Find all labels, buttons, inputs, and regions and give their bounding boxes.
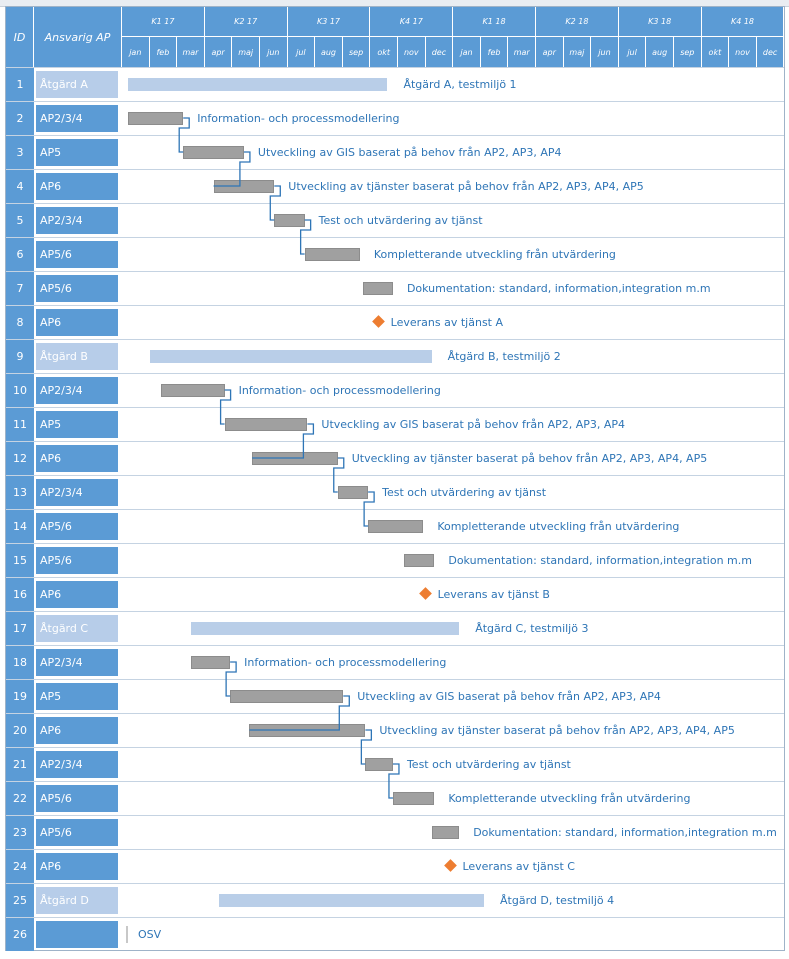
task-row xyxy=(6,305,784,339)
quarter-header: K3 18 xyxy=(619,7,702,37)
task-responsible-ap[interactable]: AP6 xyxy=(36,717,118,744)
task-label: Utveckling av GIS baserat på behov från AP2, AP3, AP4 xyxy=(257,146,562,159)
task-label: Dokumentation: standard, information,integration m.m xyxy=(448,554,752,567)
task-label: Information- och processmodellering xyxy=(244,656,447,669)
month-header: jan xyxy=(453,37,481,67)
task-id: 25 xyxy=(6,884,34,917)
task-id: 4 xyxy=(6,170,34,203)
task-bar[interactable] xyxy=(161,384,224,397)
quarter-header: K4 17 xyxy=(370,7,453,37)
summary-bar[interactable] xyxy=(150,350,432,363)
task-label: Utveckling av tjänster baserat på behov från AP2, AP3, AP4, AP5 xyxy=(351,452,708,465)
task-label: Leverans av tjänst B xyxy=(437,588,550,601)
task-id: 12 xyxy=(6,442,34,475)
task-row xyxy=(6,543,784,577)
task-bar[interactable] xyxy=(214,180,275,193)
task-bar[interactable] xyxy=(393,792,434,805)
milestone-diamond[interactable] xyxy=(444,859,457,872)
task-bar[interactable] xyxy=(338,486,368,499)
task-responsible-ap[interactable]: AP2/3/4 xyxy=(36,105,118,132)
task-label: Test och utvärdering av tjänst xyxy=(318,214,483,227)
task-row xyxy=(6,781,784,815)
task-responsible-ap[interactable]: AP2/3/4 xyxy=(36,377,118,404)
task-row xyxy=(6,883,784,917)
task-label: Utveckling av GIS baserat på behov från AP2, AP3, AP4 xyxy=(321,418,626,431)
task-bar[interactable] xyxy=(305,248,360,261)
task-id: 22 xyxy=(6,782,34,815)
task-label: Åtgärd D, testmiljö 4 xyxy=(500,894,615,907)
month-header: apr xyxy=(536,37,564,67)
quarter-header: K3 17 xyxy=(288,7,371,37)
task-responsible-ap[interactable]: AP6 xyxy=(36,309,118,336)
month-header: mar xyxy=(508,37,536,67)
task-label: Test och utvärdering av tjänst xyxy=(406,758,571,771)
month-header: feb xyxy=(150,37,178,67)
task-responsible-ap[interactable]: AP5/6 xyxy=(36,819,118,846)
task-label: OSV xyxy=(138,928,162,941)
task-id: 21 xyxy=(6,748,34,781)
month-header: dec xyxy=(426,37,454,67)
task-bar[interactable] xyxy=(274,214,304,227)
task-label: Leverans av tjänst A xyxy=(390,316,504,329)
task-responsible-ap[interactable]: AP6 xyxy=(36,853,118,880)
task-responsible-ap[interactable]: AP2/3/4 xyxy=(36,649,118,676)
task-responsible-ap[interactable]: AP5/6 xyxy=(36,275,118,302)
task-bar[interactable] xyxy=(432,826,460,839)
task-responsible-ap[interactable]: AP5 xyxy=(36,139,118,166)
task-label: Information- och processmodellering xyxy=(238,384,441,397)
quarter-header: K2 18 xyxy=(536,7,619,37)
task-bar[interactable] xyxy=(183,146,244,159)
task-row xyxy=(6,339,784,373)
task-id: 2 xyxy=(6,102,34,135)
task-responsible-ap[interactable]: AP2/3/4 xyxy=(36,479,118,506)
task-row xyxy=(6,475,784,509)
task-row xyxy=(6,203,784,237)
task-id: 17 xyxy=(6,612,34,645)
task-id: 20 xyxy=(6,714,34,747)
month-header: sep xyxy=(343,37,371,67)
header-id: ID xyxy=(6,7,34,67)
task-label: Utveckling av tjänster baserat på behov från AP2, AP3, AP4, AP5 xyxy=(379,724,735,737)
task-label: Utveckling av tjänster baserat på behov från AP2, AP3, AP4, AP5 xyxy=(288,180,644,193)
milestone-diamond[interactable] xyxy=(372,315,385,328)
task-id: 18 xyxy=(6,646,34,679)
month-header: maj xyxy=(564,37,592,67)
task-row xyxy=(6,509,784,543)
month-header: maj xyxy=(232,37,260,67)
task-id: 5 xyxy=(6,204,34,237)
task-label: Information- och processmodellering xyxy=(197,112,400,125)
quarter-header: K4 18 xyxy=(702,7,785,37)
month-header: jan xyxy=(122,37,150,67)
task-label: Kompletterande utveckling från utvärdering xyxy=(437,520,680,533)
task-row xyxy=(6,747,784,781)
task-row xyxy=(6,611,784,645)
task-row xyxy=(6,271,784,305)
task-id: 14 xyxy=(6,510,34,543)
task-responsible-ap[interactable]: AP5/6 xyxy=(36,785,118,812)
task-label: Kompletterande utveckling från utvärdering xyxy=(448,792,691,805)
task-label: Utveckling av GIS baserat på behov från AP2, AP3, AP4 xyxy=(357,690,661,703)
month-header: okt xyxy=(370,37,398,67)
task-id: 6 xyxy=(6,238,34,271)
month-header: aug xyxy=(315,37,343,67)
task-id: 15 xyxy=(6,544,34,577)
task-responsible-ap[interactable]: AP6 xyxy=(36,445,118,472)
summary-bar[interactable] xyxy=(219,894,484,907)
task-bar[interactable] xyxy=(126,926,128,943)
gantt-chart xyxy=(5,6,785,951)
task-id: 11 xyxy=(6,408,34,441)
task-bar[interactable] xyxy=(128,112,183,125)
task-bar[interactable] xyxy=(225,418,308,431)
task-id: 24 xyxy=(6,850,34,883)
task-bar[interactable] xyxy=(363,282,393,295)
task-row xyxy=(6,917,784,951)
task-responsible-ap[interactable]: Åtgärd D xyxy=(36,887,118,914)
task-bar[interactable] xyxy=(365,758,393,771)
task-responsible-ap[interactable]: Åtgärd A xyxy=(36,71,118,98)
task-label: Åtgärd A, testmiljö 1 xyxy=(403,78,517,91)
task-row xyxy=(6,67,784,101)
task-id: 13 xyxy=(6,476,34,509)
task-responsible-ap[interactable]: Åtgärd C xyxy=(36,615,118,642)
task-id: 16 xyxy=(6,578,34,611)
task-bar[interactable] xyxy=(404,554,434,567)
task-row xyxy=(6,101,784,135)
month-header: feb xyxy=(481,37,509,67)
task-label: Dokumentation: standard, information,integration m.m xyxy=(406,282,711,295)
task-row xyxy=(6,169,784,203)
task-responsible-ap[interactable]: AP5/6 xyxy=(36,547,118,574)
task-responsible-ap[interactable]: AP2/3/4 xyxy=(36,207,118,234)
summary-bar[interactable] xyxy=(128,78,387,91)
task-responsible-ap[interactable]: AP6 xyxy=(36,173,118,200)
month-header: jun xyxy=(591,37,619,67)
task-row xyxy=(6,645,784,679)
task-responsible-ap[interactable]: AP6 xyxy=(36,581,118,608)
task-id: 9 xyxy=(6,340,34,373)
task-label: Åtgärd B, testmiljö 2 xyxy=(447,350,561,363)
task-row xyxy=(6,373,784,407)
task-label: Dokumentation: standard, information,integration m.m xyxy=(473,826,777,839)
month-header: jun xyxy=(260,37,288,67)
task-responsible-ap[interactable]: Åtgärd B xyxy=(36,343,118,370)
month-header: apr xyxy=(205,37,233,67)
task-id: 19 xyxy=(6,680,34,713)
task-id: 26 xyxy=(6,918,34,951)
task-label: Leverans av tjänst C xyxy=(462,860,575,873)
task-row xyxy=(6,441,784,475)
task-bar[interactable] xyxy=(230,690,343,703)
month-header: nov xyxy=(729,37,757,67)
month-header: dec xyxy=(757,37,785,67)
month-header: aug xyxy=(646,37,674,67)
task-label: Åtgärd C, testmiljö 3 xyxy=(475,622,589,635)
month-header: nov xyxy=(398,37,426,67)
task-responsible-ap[interactable]: AP5/6 xyxy=(36,241,118,268)
month-header: jul xyxy=(619,37,647,67)
task-bar[interactable] xyxy=(252,452,338,465)
milestone-diamond[interactable] xyxy=(419,587,432,600)
task-id: 7 xyxy=(6,272,34,305)
task-label: Test och utvärdering av tjänst xyxy=(382,486,547,499)
task-bar[interactable] xyxy=(368,520,423,533)
header-ansvarig-ap: Ansvarig AP xyxy=(34,7,122,67)
task-responsible-ap[interactable]: AP2/3/4 xyxy=(36,751,118,778)
task-id: 3 xyxy=(6,136,34,169)
task-responsible-ap[interactable]: AP5/6 xyxy=(36,513,118,540)
task-responsible-ap[interactable]: AP5 xyxy=(36,411,118,438)
task-row xyxy=(6,815,784,849)
task-bar[interactable] xyxy=(191,656,230,669)
task-id: 1 xyxy=(6,68,34,101)
quarter-header: K2 17 xyxy=(205,7,288,37)
task-row xyxy=(6,849,784,883)
month-header: sep xyxy=(674,37,702,67)
task-row xyxy=(6,713,784,747)
task-id: 23 xyxy=(6,816,34,849)
task-responsible-ap[interactable] xyxy=(36,921,118,948)
task-row xyxy=(6,135,784,169)
task-responsible-ap[interactable]: AP5 xyxy=(36,683,118,710)
task-row xyxy=(6,679,784,713)
quarter-header: K1 17 xyxy=(122,7,205,37)
task-bar[interactable] xyxy=(249,724,365,737)
month-header: jul xyxy=(288,37,316,67)
task-row xyxy=(6,577,784,611)
task-row xyxy=(6,407,784,441)
month-header: mar xyxy=(177,37,205,67)
task-row xyxy=(6,237,784,271)
task-id: 8 xyxy=(6,306,34,339)
summary-bar[interactable] xyxy=(191,622,459,635)
quarter-header: K1 18 xyxy=(453,7,536,37)
month-header: okt xyxy=(702,37,730,67)
task-label: Kompletterande utveckling från utvärdering xyxy=(373,248,616,261)
task-id: 10 xyxy=(6,374,34,407)
